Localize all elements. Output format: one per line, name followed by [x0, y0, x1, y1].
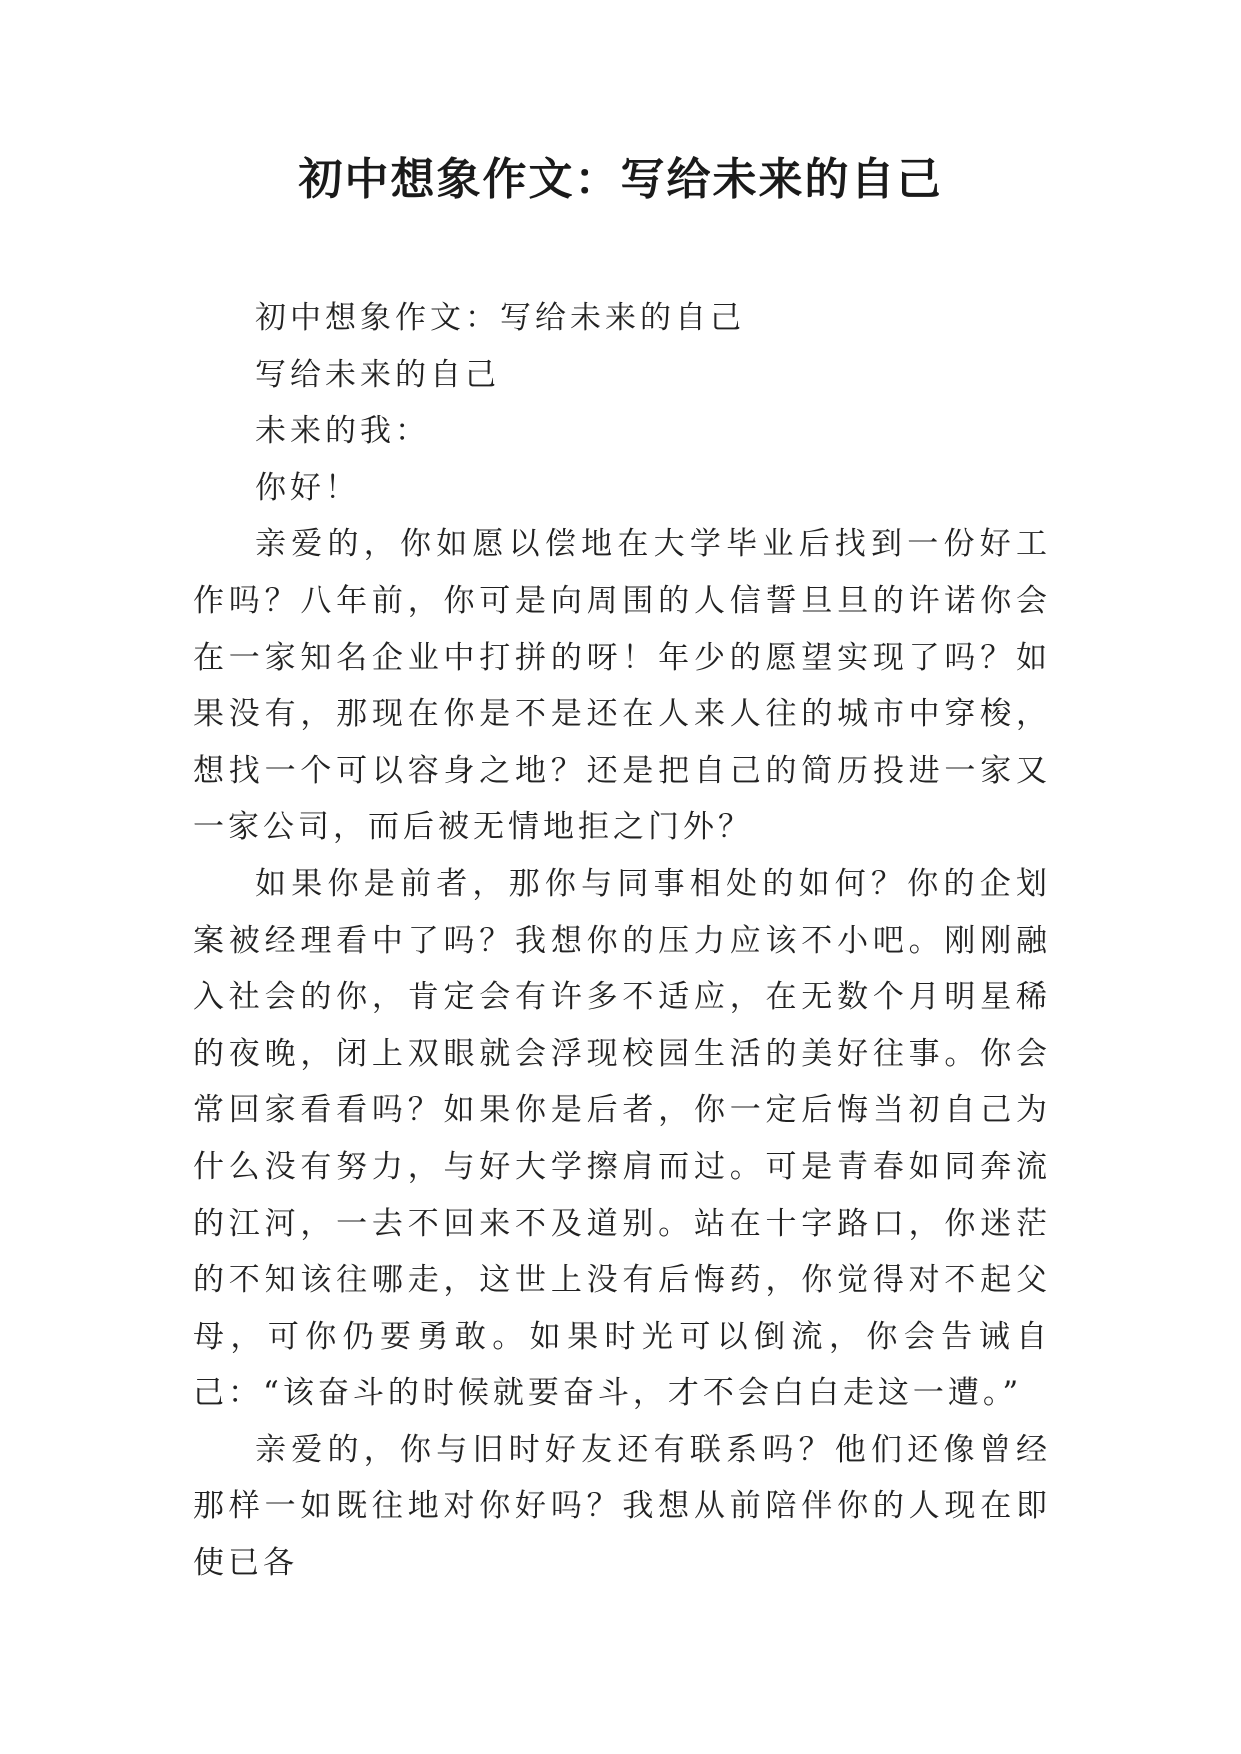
- paragraph-body-2: 如果你是前者，那你与同事相处的如何？你的企划案被经理看中了吗？我想你的压力应该不小吧。刚刚融入社会的你，肯定会有许多不适应，在无数个月明星稀的夜晚，闭上双眼就会浮现校园生活的美好往事。你会常回家看看吗？如果你是后者，你一定后悔当初自己为什么没有努力，与好大学擦肩而过。可是青春如同奔流的江河，一去不回来不及道别。站在十字路口，你迷茫的不知该往哪走，这世上没有后悔药，你觉得对不起父母，可你仍要勇敢。如果时光可以倒流，你会告诫自己：“该奋斗的时候就要奋斗，才不会白白走这一遭。”: [193, 865, 1051, 1412]
- paragraph-greeting: 你好！: [255, 469, 360, 506]
- paragraph-subtitle: 写给未来的自己: [255, 356, 500, 393]
- paragraph-body-3: 亲爱的，你与旧时好友还有联系吗？他们还像曾经那样一如既往地对你好吗？我想从前陪伴你的人现在即使已各: [193, 1431, 1051, 1582]
- paragraph-heading-repeat: 初中想象作文：写给未来的自己: [255, 300, 745, 336]
- document-title: 初中想象作文：写给未来的自己: [298, 154, 943, 205]
- paragraph-body-1: 亲爱的，你如愿以偿地在大学毕业后找到一份好工作吗？八年前，你可是向周围的人信誓旦旦的许诺你会在一家知名企业中打拼的呀！年少的愿望实现了吗？如果没有，那现在你是不是还在人来人往的城市中穿梭，想找一个可以容身之地？还是把自己的简历投进一家又一家公司，而后被无情地拒之门外？: [193, 526, 1051, 846]
- paragraph-salutation: 未来的我：: [255, 413, 430, 450]
- document-body: [193, 290, 1051, 1592]
